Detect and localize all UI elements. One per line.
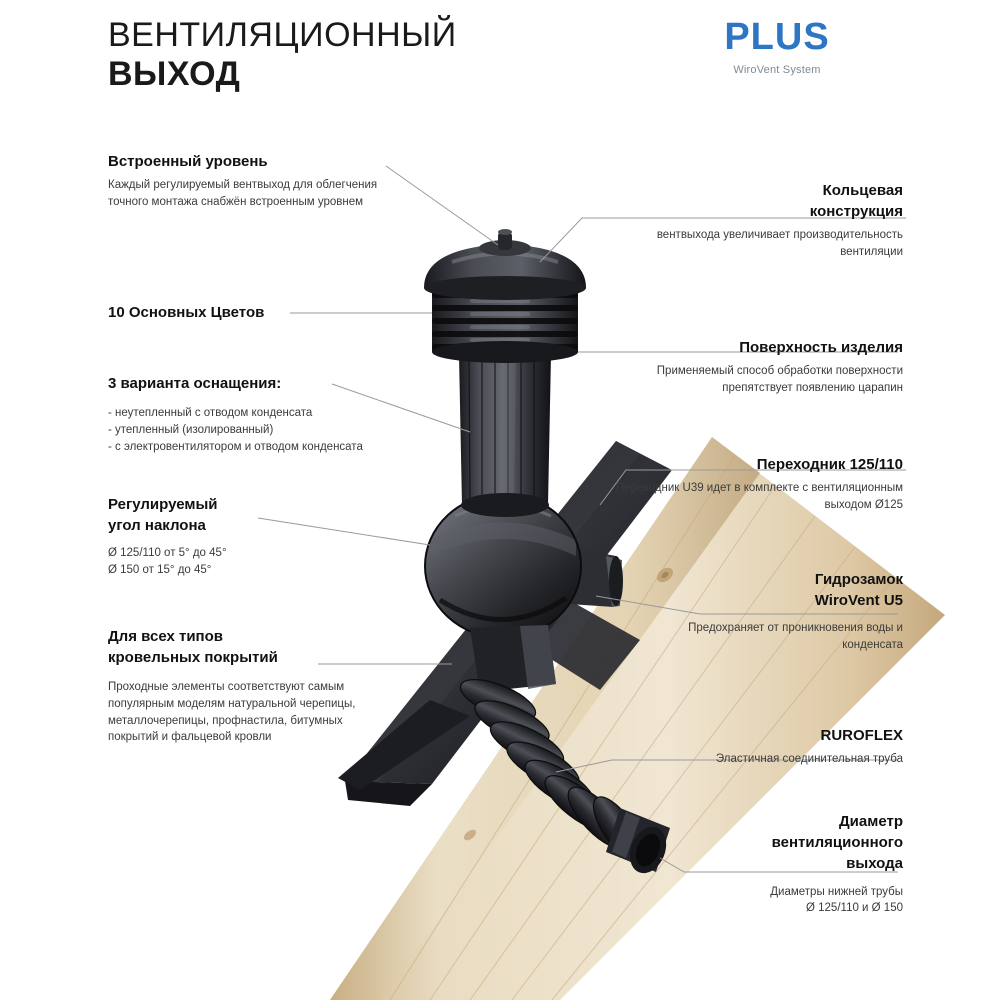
callout-hydro-lock-text: Предохраняет от проникновения воды и конденсата — [688, 622, 903, 652]
callout-roof-types-title-1: Для всех типов — [108, 628, 223, 645]
callout-diameter-line-1: Диаметры нижней трубы — [770, 885, 903, 898]
callout-roof-types-text: Проходные элементы соответствуют самым популярным моделям натуральной черепицы, металлочерепицы, профнастила, битумных покрытий и фальцевой кровли — [108, 681, 356, 744]
callout-ring-construction-title-2: конструкция — [809, 203, 903, 221]
callout-diameter — [623, 812, 903, 917]
callout-equipment-line-3: - с электровентилятором и отводом конденсата — [108, 440, 363, 453]
callout-ring-construction-text: вентвыхода увеличивает производительность вентиляции — [656, 229, 903, 259]
callout-hydro-lock-title-2: WiroVent U5 — [814, 592, 903, 610]
callout-ruroflex-text: Эластичная соединительная труба — [715, 753, 903, 766]
callout-built-in-level-title: Встроенный уровень — [108, 153, 268, 170]
callout-hydro-lock — [633, 570, 903, 654]
callout-tilt-angle — [108, 495, 368, 579]
callout-built-in-level — [108, 152, 408, 211]
callout-diameter-line-2: Ø 125/110 и Ø 150 — [806, 902, 903, 915]
vent-cap — [424, 229, 586, 300]
callout-diameter-title-3: выхода — [846, 855, 903, 873]
callout-surface-title: Поверхность изделия — [739, 339, 903, 356]
callout-tilt-angle-title-1: Регулируемый — [108, 496, 218, 513]
title-line-2: ВЫХОД — [108, 55, 241, 94]
callout-equipment-line-1: - неутепленный с отводом конденсата — [108, 407, 313, 420]
brand-name: PLUS — [724, 16, 830, 58]
callout-colors-title: 10 Основных Цветов — [108, 304, 265, 321]
callout-adapter-title: Переходник 125/110 — [756, 456, 903, 473]
callout-equipment-line-2: - утепленный (изолированный) — [108, 423, 274, 436]
callout-roof-types-title-2: кровельных покрытий — [108, 649, 278, 667]
brand-logo — [662, 18, 892, 76]
title-line-1: ВЕНТИЛЯЦИОННЫЙ — [108, 16, 457, 54]
callout-hydro-lock-title-1: Гидрозамок — [814, 571, 903, 588]
callout-ring-construction — [643, 181, 903, 261]
callout-tilt-angle-line-2: Ø 150 от 15° до 45° — [108, 564, 212, 577]
callout-ring-construction-title-1: Кольцевая — [822, 182, 903, 199]
callout-equipment-variants — [108, 374, 408, 455]
callout-surface-text: Применяемый способ обработки поверхности препятствует появлению царапин — [656, 365, 903, 394]
callout-adapter — [613, 455, 903, 514]
callout-tilt-angle-line-1: Ø 125/110 от 5° до 45° — [108, 547, 227, 560]
callout-diameter-title-1: Диаметр — [839, 813, 903, 830]
callout-ruroflex — [603, 726, 903, 768]
callout-surface — [603, 338, 903, 397]
callout-ruroflex-title: RUROFLEX — [820, 727, 903, 744]
callout-tilt-angle-title-2: угол наклона — [108, 517, 206, 535]
callout-roof-types — [108, 627, 383, 746]
brand-subtitle: WiroVent System — [733, 64, 821, 76]
callout-adapter-text: Переходник U39 идет в комплекте с вентиляционным выходом Ø125 — [615, 482, 903, 511]
vent-pipe — [459, 355, 551, 517]
callout-built-in-level-text: Каждый регулируемый вентвыход для облегчения точного монтажа снабжён встроенным уровнем — [108, 179, 378, 208]
callout-colors — [108, 303, 388, 328]
callout-equipment-variants-title: 3 варианта оснащения: — [108, 375, 282, 392]
callout-diameter-title-2: вентиляционного — [771, 834, 903, 852]
page-title — [108, 16, 628, 94]
